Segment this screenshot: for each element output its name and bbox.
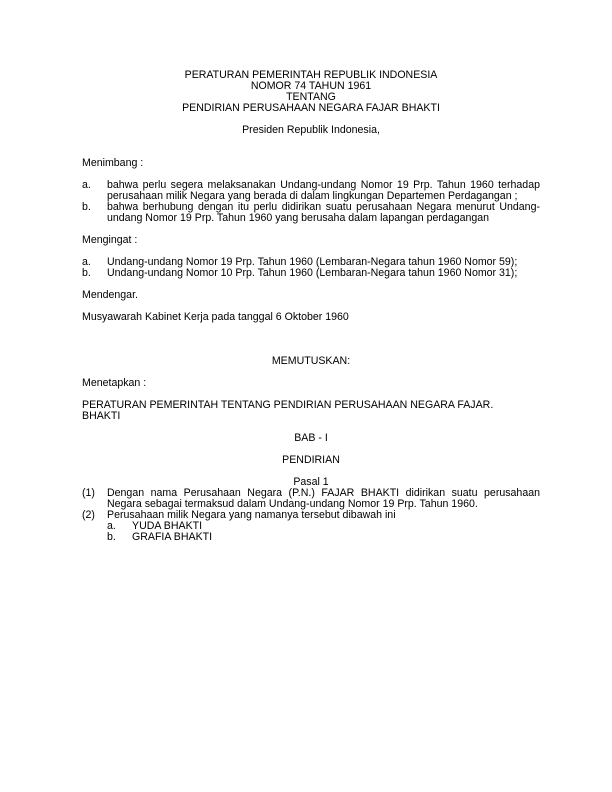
president-line: Presiden Republik Indonesia, xyxy=(242,124,380,136)
bab-subtitle: PENDIRIAN xyxy=(282,454,340,466)
bab-title: BAB - I xyxy=(294,432,328,444)
subitem-text: YUDA BHAKTI xyxy=(132,520,203,532)
item-text: Undang-undang Nomor 19 Prp. Tahun 1960 (Lembaran-Negara tahun 1960 Nomor 59); xyxy=(107,256,518,268)
document-page xyxy=(82,70,540,543)
title-line-3: TENTANG xyxy=(286,91,336,103)
item-text: bahwa perlu segera melaksanakan Undang-undang Nomor 19 Prp. Tahun 1960 terhadap perusahaan milik Negara yang berada di dalam lingkungan Departemen Perdagangan ; xyxy=(107,179,540,202)
menimbang-label: Menimbang : xyxy=(82,157,144,169)
pasal-1-title: Pasal 1 xyxy=(293,476,329,488)
item-text: Undang-undang Nomor 10 Prp. Tahun 1960 (Lembaran-Negara tahun 1960 Nomor 31); xyxy=(107,267,518,279)
title-line-1: PERATURAN PEMERINTAH REPUBLIK INDONESIA xyxy=(184,69,438,81)
item-label: b. xyxy=(82,267,91,279)
item-label: (1) xyxy=(82,487,95,499)
subitem-text: GRAFIA BHAKTI xyxy=(132,531,213,543)
title-line-2: NOMOR 74 TAHUN 1961 xyxy=(250,80,372,92)
item-label: a. xyxy=(82,179,91,191)
document-title xyxy=(82,70,540,114)
menimbang-item-b xyxy=(82,202,540,224)
menetapkan-text: PERATURAN PEMERINTAH TENTANG PENDIRIAN PERUSAHAAN NEGARA FAJAR. BHAKTI xyxy=(82,399,494,422)
item-label: b. xyxy=(82,201,91,213)
item-text: Dengan nama Perusahaan Negara (P.N.) FAJAR BHAKTI didirikan suatu perusahaan Negara sebagai termaksud dalam Undang-undang Nomor 19 Prp. Tahun 1960. xyxy=(107,487,540,510)
item-text: Perusahaan milik Negara yang namanya tersebut dibawah ini xyxy=(107,509,396,521)
item-label: a. xyxy=(82,256,91,268)
pasal-1-subitem-b xyxy=(82,532,540,543)
item-text: bahwa berhubung dengan itu perlu didirikan suatu perusahaan Negara menurut Undang-undang Nomor 19 Prp. Tahun 1960 yang berusaha dalam lapangan perdagangan xyxy=(107,201,540,224)
mendengar-label: Mendengar. xyxy=(82,289,138,301)
mengingat-label: Mengingat : xyxy=(82,234,138,246)
title-line-4: PENDIRIAN PERUSAHAAN NEGARA FAJAR BHAKTI xyxy=(182,102,440,114)
mendengar-text: Musyawarah Kabinet Kerja pada tanggal 6 Oktober 1960 xyxy=(82,311,349,323)
mengingat-item-b xyxy=(82,268,540,279)
subitem-label: a. xyxy=(107,520,116,532)
subitem-label: b. xyxy=(107,531,116,543)
pasal-1-item-1 xyxy=(82,488,540,510)
menetapkan-label: Menetapkan : xyxy=(82,377,147,389)
item-label: (2) xyxy=(82,509,95,521)
menimbang-item-a xyxy=(82,180,540,202)
memutuskan-heading: MEMUTUSKAN: xyxy=(271,355,351,367)
